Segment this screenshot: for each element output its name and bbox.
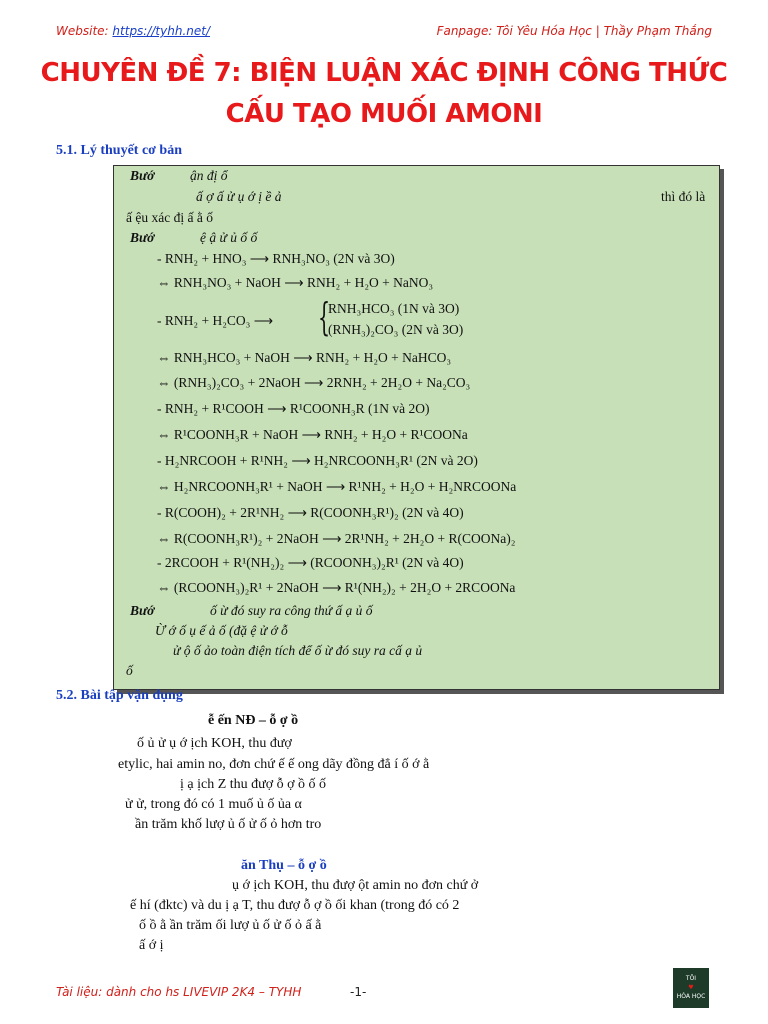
equation-3-branch-top: RNH₃HCO₃ (1N và 3O)	[328, 301, 460, 316]
equation-7: ⇔ R¹COONH₃R + NaOH ⟶ RNH₂ + H₂O + R¹COONa	[157, 427, 468, 442]
step3-text: ố ừ đó suy ra công thứ ấ ạ ủ ố	[210, 603, 373, 618]
equation-13: ⇔ (RCOONH₃)₂R¹ + 2NaOH ⟶ R¹(NH₂)₂ + 2H₂O + 2RCOONa	[157, 580, 516, 595]
equation-6: - RNH₂ + R¹COOH ⟶ R¹COONH₃R (1N và 2O)	[157, 401, 430, 416]
problem2-line1: ụ ớ ịch KOH, thu đượ ột amin no đơn chứ ở	[232, 878, 479, 893]
problem1-line5: ần trăm khố lượ ủ ố ử ố ỏ hơn tro	[135, 817, 322, 832]
equation-4: ⇔ RNH₃HCO₃ + NaOH ⟶ RNH₂ + H₂O + NaHCO₃	[157, 350, 452, 365]
problem1-line2: etylic, hai amin no, đơn chứ ế ế ong dãy đồng đẳ í ố ớ ằ	[118, 757, 430, 772]
equation-8: - H₂NRCOOH + R¹NH₂ ⟶ H₂NRCOONH₃R¹ (2N và 2O)	[157, 453, 478, 468]
website-link[interactable]: https://tyhh.net/	[112, 24, 211, 38]
footer-note: Tài liệu: dành cho hs LIVEVIP 2K4 – TYHH	[56, 985, 302, 999]
equation-5: ⇔ (RNH₃)₂CO₃ + 2NaOH ⟶ 2RNH₂ + 2H₂O + Na₂CO₃	[157, 375, 471, 390]
step3-label: Bướ	[130, 603, 155, 618]
problem1-line1: ố ủ ử ụ ớ ịch KOH, thu đượ	[137, 736, 292, 751]
equation-3-branch-bottom: (RNH₃)₂CO₃ (2N và 3O)	[328, 322, 464, 337]
page-number: -1-	[350, 985, 367, 999]
logo-line1: TÔI	[685, 975, 697, 982]
step3-line1: Ừ ớ ố ụ ế ả ố (đặ ệ ử ớ ỗ	[155, 623, 288, 638]
step1-line2: ấ ệu xác đị ấ ằ ố	[126, 210, 213, 225]
problem1-title: ễ ến NĐ – ỗ ợ ồ	[208, 713, 299, 728]
equation-11: ⇔ R(COONH₃R¹)₂ + 2NaOH ⟶ 2R¹NH₂ + 2H₂O + R(COONa)₂	[157, 531, 516, 546]
logo-line2: HÓA HỌC	[676, 993, 706, 1000]
equation-2: ⇔ RNH₃NO₃ + NaOH ⟶ RNH₂ + H₂O + NaNO₃	[157, 275, 434, 290]
website-label: Website:	[56, 24, 109, 38]
branch-brace: {	[318, 295, 331, 339]
step1-label: Bướ	[130, 168, 155, 183]
fanpage-header: Fanpage: Tôi Yêu Hóa Học | Thầy Phạm Thắng	[436, 24, 712, 38]
problem2-line2: ế hí (đktc) và du ị ạ T, thu đượ ỗ ợ ồ ối khan (trong đó có 2	[130, 898, 460, 913]
website-header	[56, 24, 210, 38]
equation-10: - R(COOH)₂ + 2R¹NH₂ ⟶ R(COONH₃R¹)₂ (2N và 4O)	[157, 505, 464, 520]
section-heading-theory: 5.1. Lý thuyết cơ bản	[56, 143, 182, 158]
equation-1: - RNH₂ + HNO₃ ⟶ RNH₃NO₃ (2N và 3O)	[157, 251, 395, 266]
step1-text: ận đị ổ	[190, 168, 228, 183]
problem2-line3: ố ồ ằ ần trăm ối lượ ủ ố ử ố ỏ ấ ằ	[139, 918, 322, 933]
problem2-title	[241, 858, 327, 874]
section-heading-exercises: 5.2. Bài tập vận dụng	[56, 688, 183, 703]
chapter-title-line2: CẤU TẠO MUỐI AMONI	[225, 99, 543, 129]
step3-line2: ử ộ ố ảo toàn điện tích để ố ừ đó suy ra cấ ạ ủ	[173, 643, 423, 658]
step1-line1: ấ ợ ấ ử ụ ớ ị ề ả	[196, 189, 282, 204]
heart-icon: ♥	[688, 984, 694, 991]
problem1-line3: ị ạ ịch Z thu đượ ỗ ợ ồ ố ố	[180, 777, 327, 792]
problem2-title-name: ăn Thụ	[241, 858, 284, 873]
problem2-title-rest: – ỗ ợ ồ	[287, 858, 327, 873]
step2-label: Bướ	[130, 230, 155, 245]
equation-12: - 2RCOOH + R¹(NH₂)₂ ⟶ (RCOONH₃)₂R¹ (2N và 4O)	[157, 555, 464, 570]
problem1-line4: ử ử, trong đó có 1 muố ủ ố ủa α	[125, 797, 302, 812]
problem2-line4: ấ ớ ị	[139, 938, 164, 953]
step1-line1-end: thì đó là	[661, 189, 706, 204]
step3-line3: ố	[126, 663, 133, 678]
equation-3: - RNH₂ + H₂CO₃ ⟶	[157, 313, 274, 328]
equation-9: ⇔ H₂NRCOONH₃R¹ + NaOH ⟶ R¹NH₂ + H₂O + H₂NRCOONa	[157, 479, 517, 494]
chapter-title-line1: CHUYÊN ĐỀ 7: BIỆN LUẬN XÁC ĐỊNH CÔNG THỨC	[40, 58, 728, 88]
brand-logo	[673, 968, 709, 1008]
step2-text: ệ ậ ử ủ ố ố	[200, 230, 258, 245]
